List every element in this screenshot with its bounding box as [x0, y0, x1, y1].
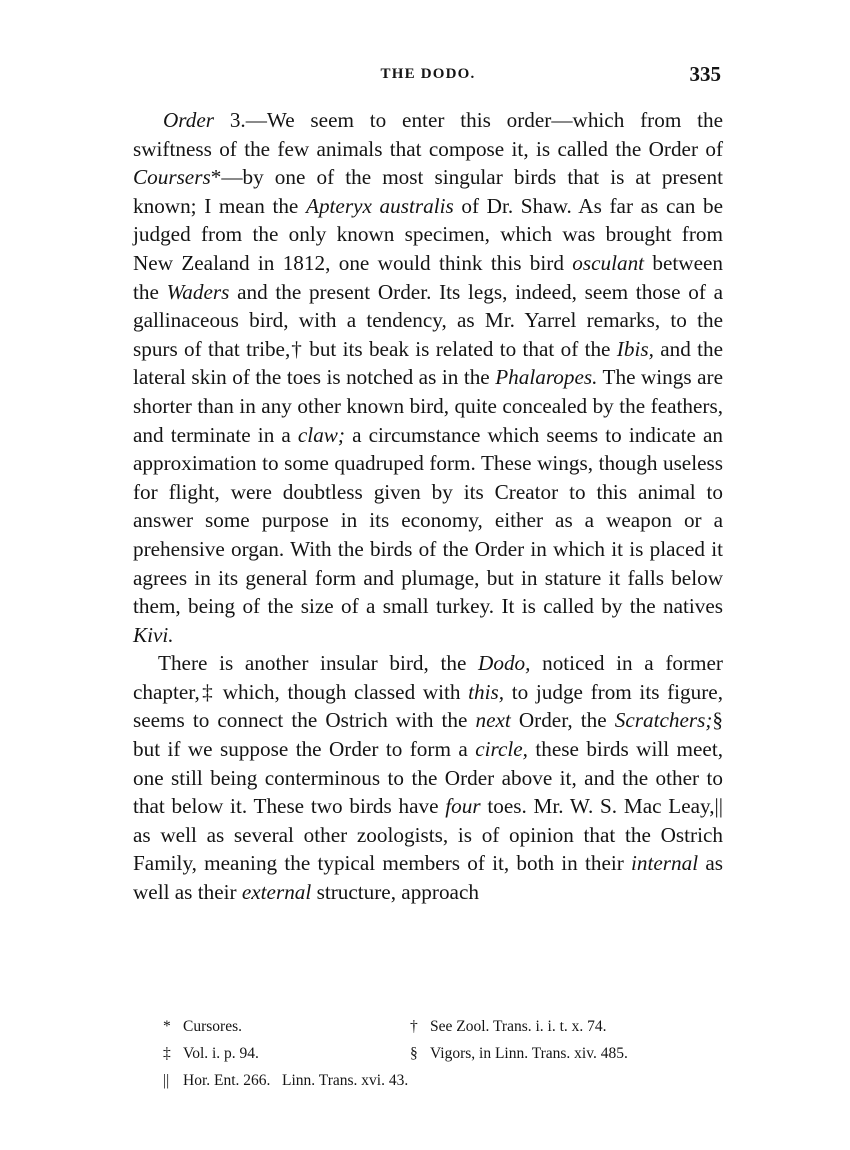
- footnote-zool-trans: [410, 1013, 607, 1040]
- text-run: There is another insular bird, the: [158, 651, 479, 676]
- italic-term: Coursers: [133, 165, 211, 190]
- italic-term: Dodo,: [478, 651, 531, 676]
- body-text: [133, 106, 723, 907]
- footnote-mark: ‡: [163, 1045, 171, 1062]
- footnote-vol: [163, 1045, 259, 1062]
- text-run: 3.—We seem to enter this order—which from the swiftness of the few animals that compose it, is called the Order of: [133, 108, 723, 161]
- footnote-hor-ent: [163, 1072, 270, 1089]
- running-title: THE DODO.: [380, 66, 476, 82]
- footnote-text: Hor. Ent. 266.: [183, 1072, 271, 1089]
- text-run: a circumstance which seems to indicate an approximation to some quadruped form. These wings, though useless for flight, were doubtless given by its Creator to this animal to answer some purpose in its economy, either as a weapon or a prehensive organ. With the birds of the Order in which it is placed it agrees in its general form and plumage, but in stature it falls below them, being of the size of a small turkey. It is called by the natives: [133, 422, 723, 619]
- footnote-row: [163, 1040, 723, 1067]
- footnote-text: See Zool. Trans. i. i. t. x. 74.: [430, 1018, 607, 1035]
- text-run: Order, the: [510, 708, 615, 733]
- paragraph-order-3: [133, 106, 723, 649]
- italic-term: next: [475, 708, 511, 733]
- italic-term: Apteryx australis: [306, 193, 454, 218]
- italic-term: Kivi.: [133, 622, 174, 647]
- italic-term: Waders: [166, 279, 230, 304]
- footnote-text: Vigors, in Linn. Trans. xiv. 485.: [430, 1045, 628, 1062]
- italic-term: four: [445, 794, 481, 819]
- italic-term: circle,: [475, 737, 528, 762]
- footnote-mark: ||: [163, 1072, 170, 1089]
- italic-term: Scratchers;: [614, 708, 713, 733]
- footnote-row: [163, 1013, 723, 1040]
- footnote-text: Vol. i. p. 94.: [183, 1045, 259, 1062]
- footnote-vigors: [410, 1040, 628, 1067]
- italic-term: internal: [631, 851, 699, 876]
- text-run: these birds will meet, one still being conterminous to the Order above it, and the other to that below it. These two birds have: [133, 737, 724, 819]
- text-run: between the: [133, 250, 723, 304]
- italic-term: this,: [468, 679, 505, 704]
- footnote-text: Cursores.: [183, 1018, 242, 1035]
- paragraph-dodo: [133, 649, 723, 906]
- text-run: toes. Mr. W. S. Mac Leay,|| as well as several other zoologists, is of opinion that the Ostrich Family, meaning the typical members of it, both in their: [133, 794, 724, 876]
- text-run: and the present Order. Its legs, indeed, seem those of a gallinaceous bird, with a tendency, as Mr. Yarrel remarks, to the spurs of that tribe,† but its beak is related to that of the: [133, 279, 723, 361]
- italic-term: Ibis,: [616, 336, 654, 361]
- text-run: noticed in a former chapter,‡ which, though classed with: [133, 651, 723, 704]
- page-header: [133, 62, 723, 94]
- text-run: structure, approach: [311, 880, 479, 905]
- footnote-mark: *: [163, 1018, 171, 1035]
- text-run: to judge from its figure, seems to connect the Ostrich with the: [133, 679, 723, 733]
- footnote-row: [163, 1067, 723, 1094]
- italic-term: osculant: [572, 250, 645, 275]
- footnote-mark: †: [410, 1018, 418, 1035]
- footnote-cursores: [163, 1018, 242, 1035]
- italic-term: Phalaropes.: [495, 365, 598, 390]
- footnote-text: Linn. Trans. xvi. 43.: [282, 1072, 409, 1089]
- text-run: as well as their: [133, 851, 723, 905]
- italic-term: Order: [163, 108, 215, 132]
- text-run: of Dr. Shaw. As far as can be judged from the only known specimen, which was brought from New Zealand in 1812, one would think this bird: [133, 193, 724, 275]
- page-number: 335: [689, 62, 721, 86]
- italic-term: claw;: [297, 422, 345, 447]
- footnote-linn-trans: [274, 1072, 408, 1089]
- text-run: and the lateral skin of the toes is notched as in the: [133, 336, 723, 390]
- italic-term: external: [241, 880, 312, 905]
- text-run: The wings are shorter than in any other known bird, quite concealed by the feathers, and terminate in a: [133, 365, 723, 447]
- text-run: § but if we suppose the Order to form a: [133, 708, 723, 762]
- text-run: *—by one of the most singular birds that is at present known; I mean the: [133, 165, 723, 218]
- footnote-mark: §: [410, 1045, 418, 1062]
- footnotes: [163, 1013, 723, 1094]
